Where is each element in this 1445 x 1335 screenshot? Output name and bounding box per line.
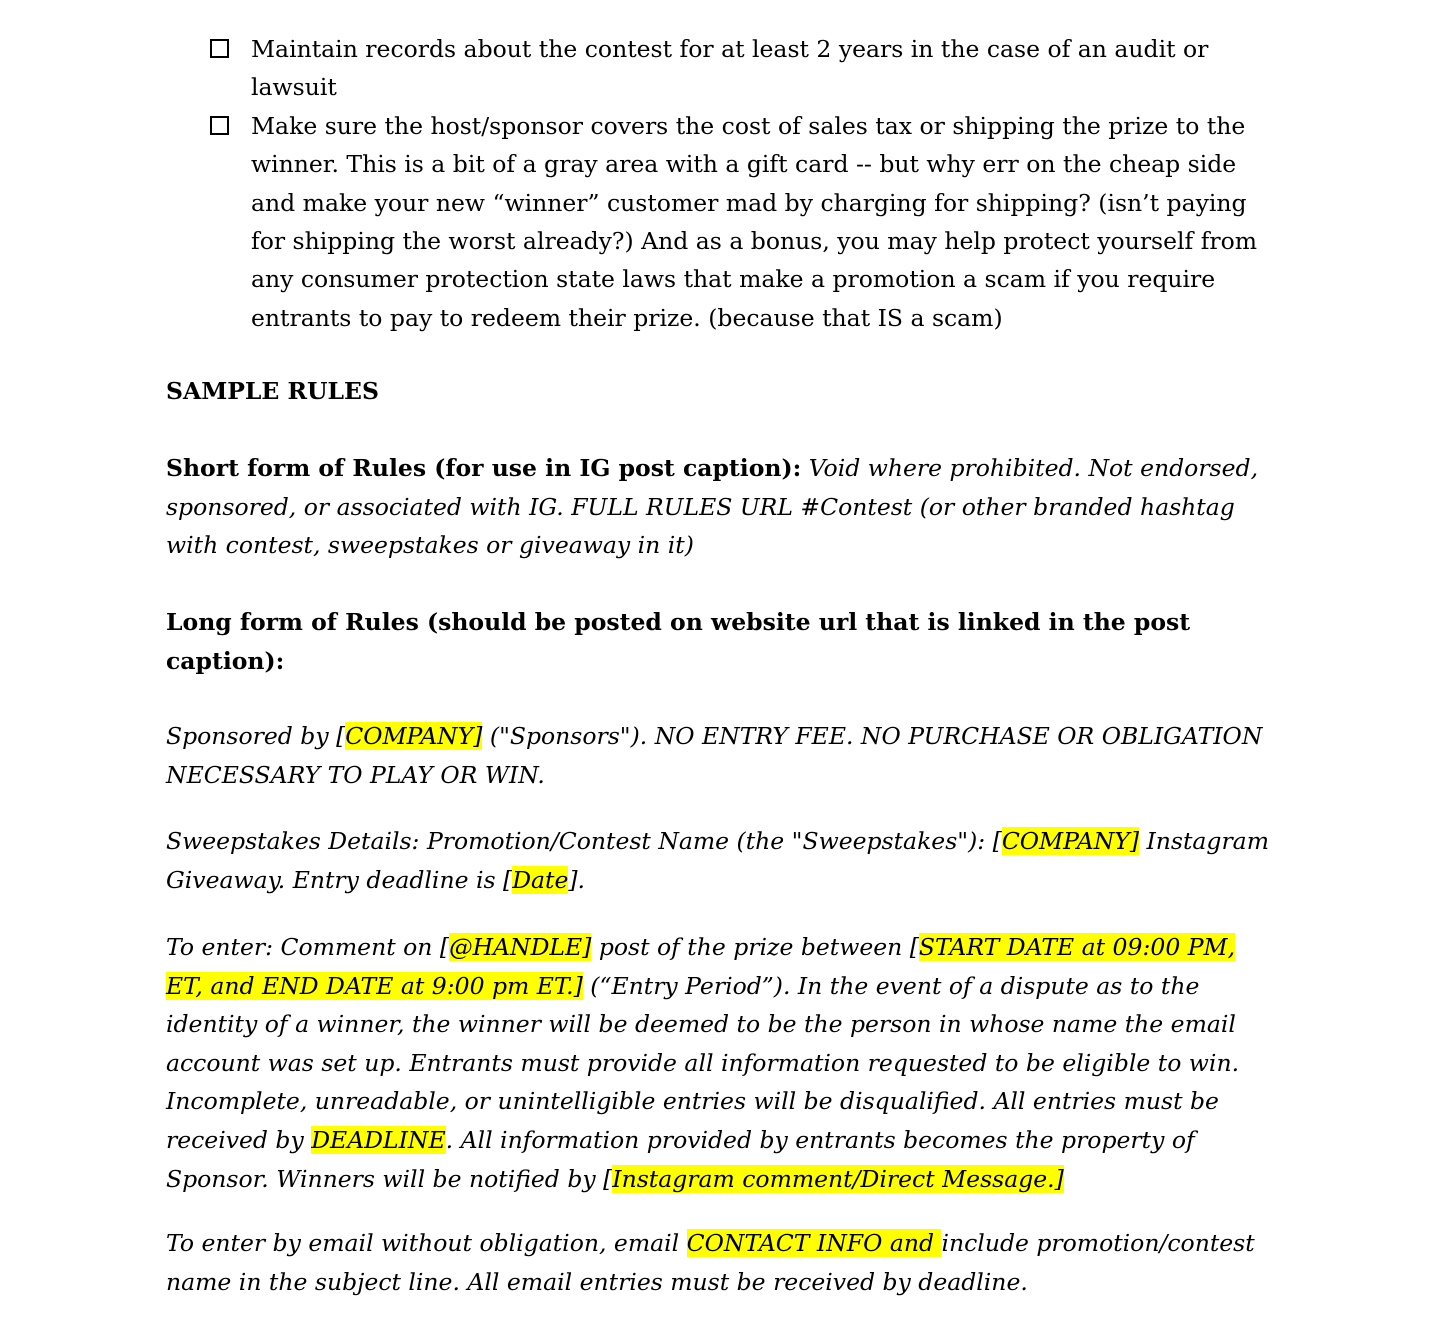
company-placeholder: COMPANY] [1001,827,1139,855]
long-form-label: Long form of Rules (should be posted on website url that is linked in the post caption): [166,608,1191,675]
checkbox-icon [210,116,229,135]
date-placeholder: Date [512,865,569,894]
checklist [210,30,1280,337]
deadline-placeholder: DEADLINE [311,1125,446,1154]
to-enter-mid2: (“Entry Period”). In the event of a dispute as to the identity of a winner, the winner will be deemed to be the person in whose name the email account was set up. Entrants must provide all information requested to be eligible to win. Incomplete, unreadable, or unintelligible entries will be disqualified. All entries must be received by [166,971,1240,1154]
to-enter-pre: To enter: Comment on [ [166,933,450,961]
sponsored-pre: Sponsored by [ [166,722,346,750]
details-post: ]. [568,865,586,894]
short-form-paragraph [166,449,1276,565]
to-enter-paragraph [166,928,1276,1198]
checklist-item [210,30,1280,107]
notify-placeholder: Instagram comment/Direct Message.] [612,1164,1064,1193]
sponsored-paragraph [166,717,1276,794]
company-placeholder: COMPANY] [345,722,483,750]
details-paragraph [166,822,1276,899]
checklist-item-text: Maintain records about the contest for at least 2 years in the case of an audit or lawsuit [251,35,1209,102]
contact-placeholder: CONTACT INFO and [686,1229,942,1257]
details-pre: Sweepstakes Details: Promotion/Contest Name (the "Sweepstakes"): [ [166,827,1002,855]
email-entry-pre: To enter by email without obligation, email [166,1229,687,1257]
checkbox-icon [210,39,229,58]
handle-placeholder: @HANDLE] [449,933,592,961]
short-form-label: Short form of Rules (for use in IG post caption): [166,454,802,482]
email-entry-paragraph [166,1224,1276,1301]
checklist-item [210,107,1280,337]
to-enter-mid3: . All information provided by entrants becomes the property of Sponsor. Winners will be notified by [ [166,1125,1195,1193]
to-enter-mid1: post of the prize between [ [591,933,919,961]
checklist-item-text: Make sure the host/sponsor covers the cost of sales tax or shipping the prize to the winner. This is a bit of a gray area with a gift card -- but why err on the cheap side and make your new “winner” customer mad by charging for shipping? (isn’t paying for shipping the worst already?) And as a bonus, you may help protect yourself from any consumer protection state laws that make a promotion a scam if you require entrants to pay to redeem their prize. (because that IS a scam) [251,111,1258,332]
details-mid: Instagram Giveaway. Entry deadline is [ [166,827,1269,894]
email-entry-post: include promotion/contest name in the subject line. All email entries must be received by deadline. [166,1229,1255,1296]
sample-rules-heading: SAMPLE RULES [166,377,379,405]
short-form-text: Void where prohibited. Not endorsed, sponsored, or associated with IG. FULL RULES URL #Contest (or other branded hashtag with contest, sweepstakes or giveaway in it) [166,454,1259,560]
entry-period-placeholder: START DATE at 09:00 PM, ET, and END DATE at 9:00 pm ET.] [166,933,1236,1000]
sponsored-post: ("Sponsors"). NO ENTRY FEE. NO PURCHASE OR OBLIGATION NECESSARY TO PLAY OR WIN. [166,722,1263,789]
